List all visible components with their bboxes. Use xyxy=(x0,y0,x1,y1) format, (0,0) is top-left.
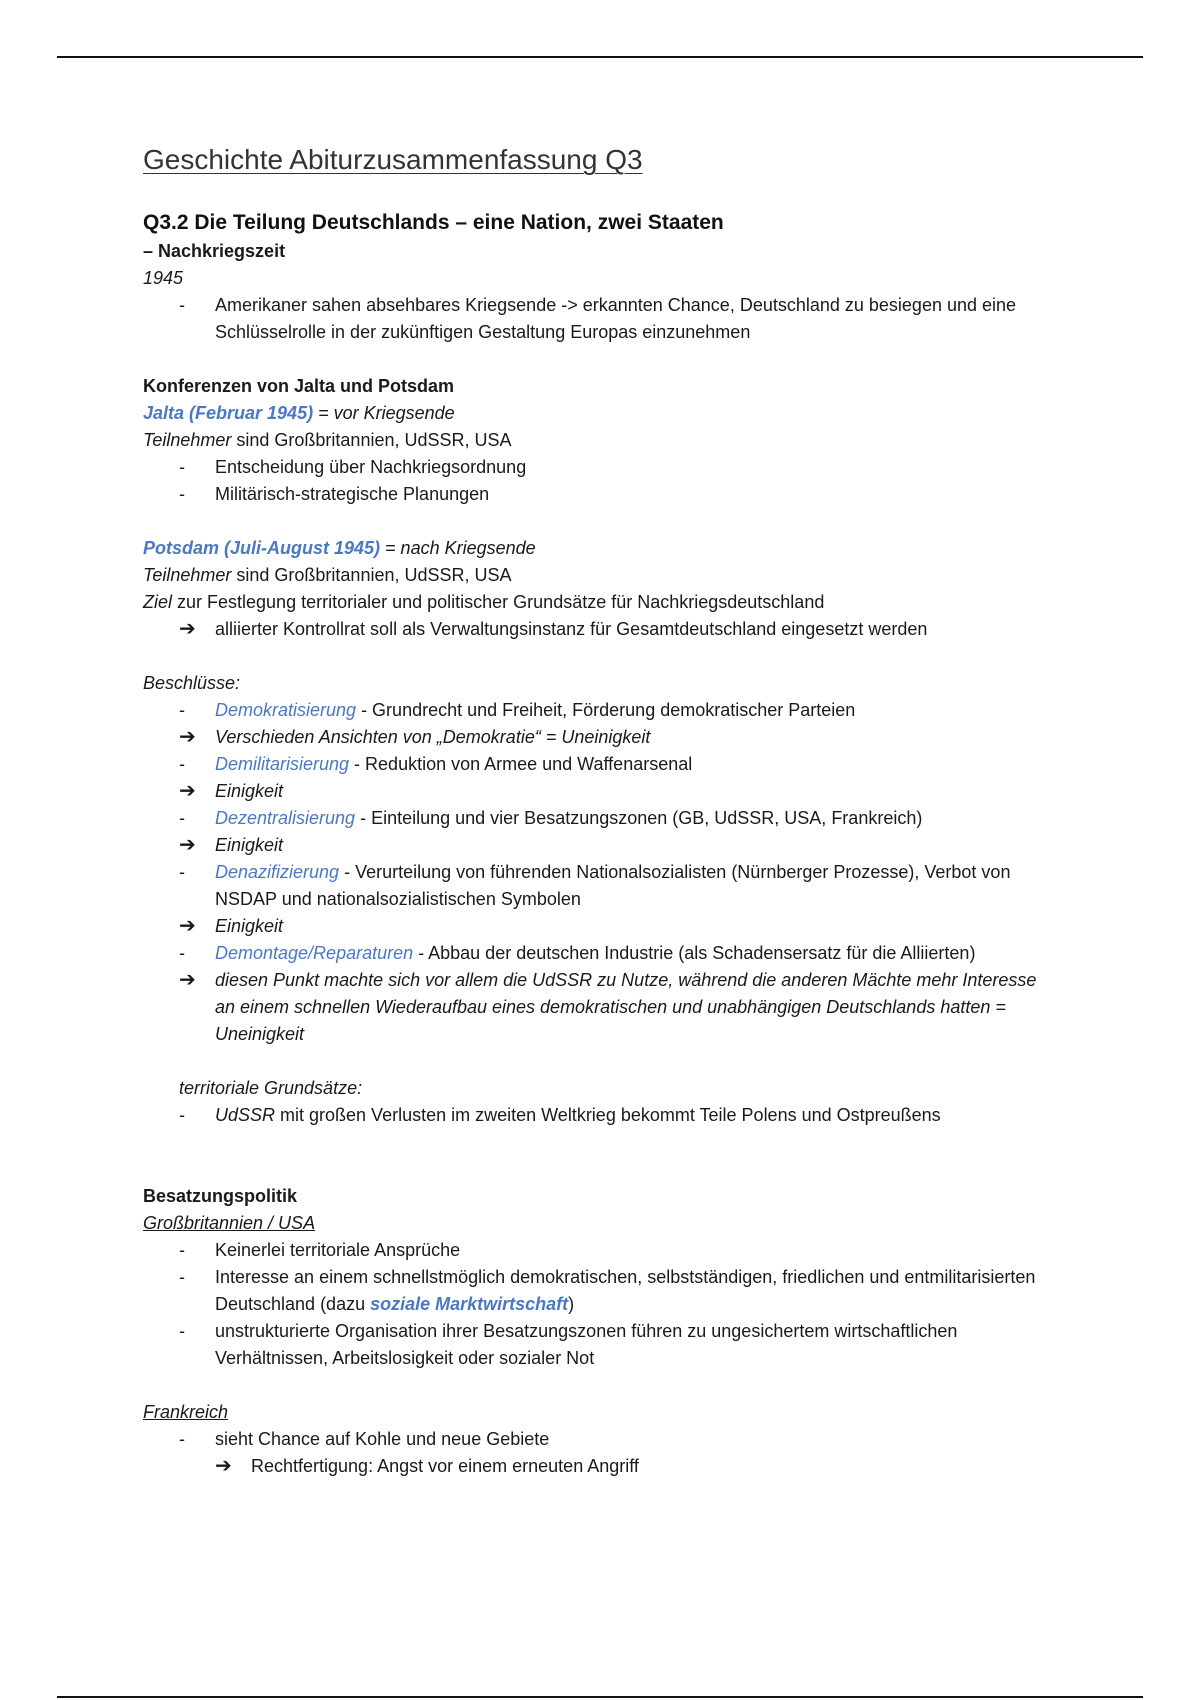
beschluss-result-text: Verschieden Ansichten von „Demokratie“ = Uneinigkeit xyxy=(215,727,651,747)
section-subheading: – Nachkriegszeit xyxy=(143,241,286,261)
list-item-text: Keinerlei territoriale Ansprüche xyxy=(215,1240,461,1260)
teilnehmer-label: Teilnehmer xyxy=(143,565,232,585)
territorial-label: territoriale Grundsätze: xyxy=(179,1078,363,1098)
dash-marker: - xyxy=(179,862,185,882)
jalta-line xyxy=(143,400,1043,427)
list-item xyxy=(143,1264,1043,1318)
beschluss-text: - Verurteilung von führenden Nationalsozialisten (Nürnberger Prozesse), Verbot von NSDAP und nationalsozialistischen Symbolen xyxy=(215,862,1011,909)
dash-marker: - xyxy=(179,457,185,477)
beschluss-item xyxy=(143,940,1043,967)
list-item xyxy=(143,1426,1043,1453)
beschluss-result-text: diesen Punkt machte sich vor allem die UdSSR zu Nutze, während die anderen Mächte mehr Interesse an einem schnellen Wiederaufbau eines demokratischen und unabhängigen Deutschlands hatten = Uneinigkeit xyxy=(215,970,1037,1044)
jalta-name: Jalta (Februar 1945) xyxy=(143,403,314,423)
list-item-text: Militärisch-strategische Planungen xyxy=(215,484,490,504)
marktwirtschaft-term: soziale Marktwirtschaft xyxy=(370,1294,569,1314)
jalta-teilnehmer xyxy=(143,427,1043,454)
arrow-item-text: Rechtfertigung: Angst vor einem erneuten Angriff xyxy=(251,1456,639,1476)
gb-usa-label: Großbritannien / USA xyxy=(143,1213,316,1233)
dash-marker: - xyxy=(179,484,185,504)
beschluss-text: - Reduktion von Armee und Waffenarsenal xyxy=(349,754,693,774)
list-item xyxy=(143,1237,1043,1264)
arrow-icon: ➔ xyxy=(179,834,196,856)
beschluss-result xyxy=(143,724,1043,751)
list-item xyxy=(143,481,1043,508)
beschluss-item xyxy=(143,697,1043,724)
beschluss-text: - Einteilung und vier Besatzungszonen (GB, UdSSR, USA, Frankreich) xyxy=(355,808,923,828)
beschluss-text: - Grundrecht und Freiheit, Förderung demokratischer Parteien xyxy=(356,700,856,720)
arrow-item xyxy=(143,1453,1043,1480)
teilnehmer-label: Teilnehmer xyxy=(143,430,232,450)
list-item-text: sieht Chance auf Kohle und neue Gebiete xyxy=(215,1429,550,1449)
arrow-icon: ➔ xyxy=(179,618,196,640)
konferenzen-heading: Konferenzen von Jalta und Potsdam xyxy=(143,376,455,396)
beschluss-result-text: Einigkeit xyxy=(215,916,284,936)
beschluss-result xyxy=(143,832,1043,859)
beschluss-result xyxy=(143,778,1043,805)
beschluss-item xyxy=(143,751,1043,778)
dash-marker: - xyxy=(179,808,185,828)
besatzung-heading: Besatzungspolitik xyxy=(143,1186,298,1206)
dash-marker: - xyxy=(179,700,185,720)
dash-marker: - xyxy=(179,295,185,315)
arrow-icon: ➔ xyxy=(215,1455,232,1477)
potsdam-teilnehmer xyxy=(143,562,1043,589)
beschluesse-label: Beschlüsse: xyxy=(143,673,241,693)
list-item xyxy=(143,1318,1043,1372)
ziel-text: zur Festlegung territorialer und politischer Grundsätze für Nachkriegsdeutschland xyxy=(172,592,825,612)
dash-marker: - xyxy=(179,1429,185,1449)
dash-marker: - xyxy=(179,754,185,774)
beschluss-result-text: Einigkeit xyxy=(215,781,284,801)
list-item-text: Amerikaner sahen absehbares Kriegsende -> erkannten Chance, Deutschland zu besiegen und eine Schlüsselrolle in der zukünftigen Gestaltung Europas einzunehmen xyxy=(215,295,1017,342)
dash-marker: - xyxy=(179,1105,185,1125)
section-heading: Q3.2 Die Teilung Deutschlands – eine Nation, zwei Staaten xyxy=(143,211,724,234)
beschluss-term: Demontage/Reparaturen xyxy=(215,943,414,963)
beschluss-text: - Abbau der deutschen Industrie (als Schadensersatz für die Alliierten) xyxy=(413,943,976,963)
dash-marker: - xyxy=(179,1240,185,1260)
beschluss-term: Demokratisierung xyxy=(215,700,357,720)
territorial-text: mit großen Verlusten im zweiten Weltkrieg bekommt Teile Polens und Ostpreußens xyxy=(275,1105,941,1125)
potsdam-ziel xyxy=(143,589,1043,616)
year-label: 1945 xyxy=(143,268,184,288)
beschluss-term: Denazifizierung xyxy=(215,862,340,882)
arrow-icon: ➔ xyxy=(179,780,196,802)
beschluss-term: Dezentralisierung xyxy=(215,808,356,828)
document-page xyxy=(143,140,1043,1480)
dash-marker: - xyxy=(179,1321,185,1341)
arrow-icon: ➔ xyxy=(179,726,196,748)
list-item-text: Entscheidung über Nachkriegsordnung xyxy=(215,457,527,477)
potsdam-line xyxy=(143,535,1043,562)
arrow-icon: ➔ xyxy=(179,969,196,991)
page-title: Geschichte Abiturzusammenfassung Q3 xyxy=(143,144,643,175)
potsdam-desc: = nach Kriegsende xyxy=(380,538,536,558)
list-item-text: unstrukturierte Organisation ihrer Besatzungszonen führen zu ungesichertem wirtschaftlichen Verhältnissen, Arbeitslosigkeit oder sozialer Not xyxy=(215,1321,958,1368)
arrow-item-text: alliierter Kontrollrat soll als Verwaltungsinstanz für Gesamtdeutschland eingesetzt werden xyxy=(215,619,928,639)
territorial-subject: UdSSR xyxy=(215,1105,276,1125)
beschluss-item xyxy=(143,859,1043,913)
dash-marker: - xyxy=(179,943,185,963)
arrow-icon: ➔ xyxy=(179,915,196,937)
teilnehmer-text: sind Großbritannien, UdSSR, USA xyxy=(231,430,512,450)
teilnehmer-text: sind Großbritannien, UdSSR, USA xyxy=(231,565,512,585)
beschluss-result-text: Einigkeit xyxy=(215,835,284,855)
beschluss-item xyxy=(143,805,1043,832)
dash-marker: - xyxy=(179,1267,185,1287)
arrow-item xyxy=(143,616,1043,643)
beschluss-term: Demilitarisierung xyxy=(215,754,350,774)
jalta-desc: = vor Kriegsende xyxy=(313,403,455,423)
bottom-rule xyxy=(57,1696,1143,1698)
list-item xyxy=(143,454,1043,481)
territorial-item xyxy=(143,1102,1043,1129)
beschluss-result xyxy=(143,913,1043,940)
top-rule xyxy=(57,56,1143,58)
list-item-text: Interesse an einem schnellstmöglich demokratischen, selbstständigen, friedlichen und entmilitarisierten Deutschland (dazu xyxy=(215,1267,1036,1314)
beschluss-result xyxy=(143,967,1043,1048)
ziel-label: Ziel xyxy=(143,592,173,612)
frankreich-label: Frankreich xyxy=(143,1402,229,1422)
potsdam-name: Potsdam (Juli-August 1945) xyxy=(143,538,381,558)
list-item-text: ) xyxy=(568,1294,575,1314)
list-item xyxy=(143,292,1043,346)
